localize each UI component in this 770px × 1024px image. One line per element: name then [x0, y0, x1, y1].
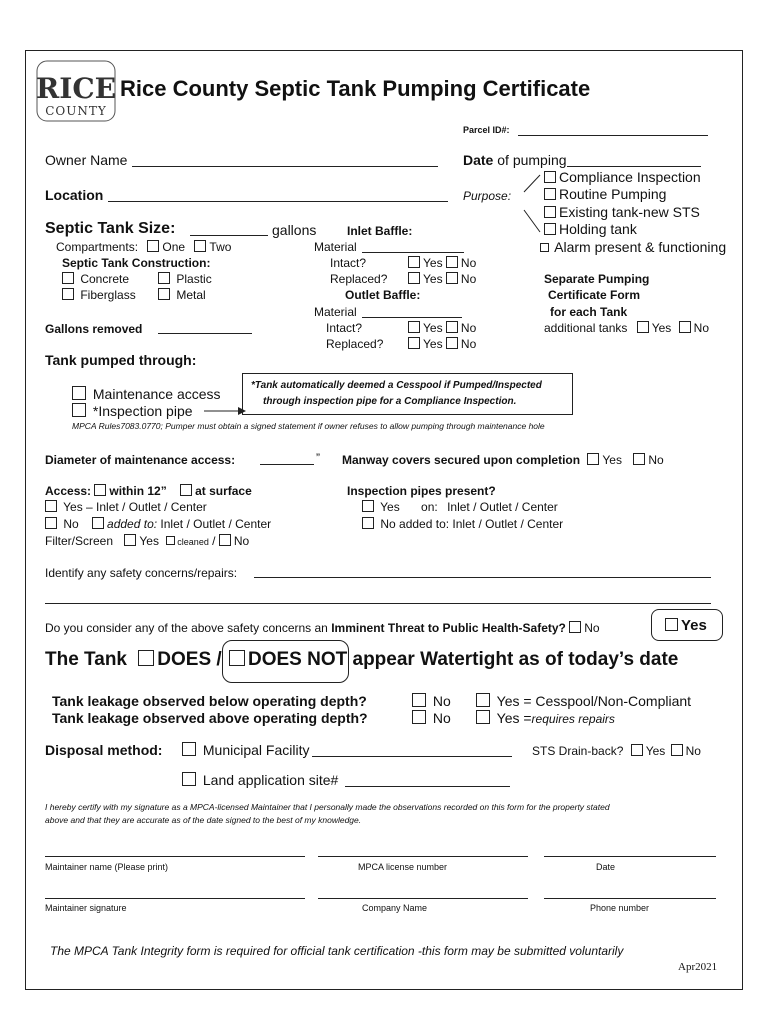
sts-drainback-row: STS Drain-back? Yes No — [532, 744, 701, 758]
phone-number-label: Phone number — [590, 903, 650, 913]
land-app-checkbox[interactable]: Land application site# — [182, 772, 338, 788]
date-label-rest: of pumping — [497, 152, 567, 168]
leak-above-yes-checkbox[interactable]: Yes =requires repairs — [476, 710, 615, 726]
license-number-field[interactable] — [318, 856, 528, 857]
metal-checkbox[interactable]: Metal — [158, 288, 206, 302]
svg-text:COUNTY: COUNTY — [45, 104, 107, 118]
outlet-material-label: Material — [314, 305, 357, 319]
leak-below-label: Tank leakage observed below operating depth? — [52, 693, 367, 709]
inspection-pipe-checkbox[interactable]: *Inspection pipe — [72, 403, 193, 419]
filter-no-checkbox[interactable] — [219, 534, 231, 546]
access-yes-checkbox[interactable]: Yes – Inlet / Outlet / Center — [45, 500, 207, 514]
owner-name-label: Owner Name — [45, 152, 128, 168]
arrow-right-icon — [202, 405, 246, 417]
inlet-replaced-label: Replaced? — [330, 272, 388, 286]
certify-line-1: I hereby certify with my signature as a MPCA-licensed Maintainer that I personally made the observations recorded on this form for the property stated — [45, 802, 610, 812]
purpose-label: Purpose: — [463, 189, 512, 203]
location-field[interactable] — [108, 201, 448, 202]
inlet-baffle-label: Inlet Baffle: — [347, 224, 413, 238]
footer-note: The MPCA Tank Integrity form is required for official tank certification -this form may be submitted voluntarily — [50, 944, 624, 958]
gallons-label: gallons — [272, 222, 317, 238]
plastic-checkbox[interactable]: Plastic — [158, 272, 212, 286]
company-name-label: Company Name — [362, 903, 428, 913]
inlet-replaced-yes-no[interactable]: Yes No — [408, 272, 476, 286]
outlet-replaced-label: Replaced? — [326, 337, 384, 351]
municipal-checkbox[interactable]: Municipal Facility — [182, 742, 309, 758]
disposal-label: Disposal method: — [45, 742, 163, 758]
leak-below-yes-checkbox[interactable]: Yes = Cesspool/Non-Compliant — [476, 693, 691, 709]
pipes-yes-checkbox[interactable]: Yes on: Inlet / Outlet / Center — [362, 500, 558, 514]
phone-number-field[interactable] — [544, 898, 716, 899]
diameter-label: Diameter of maintenance access: — [45, 453, 236, 467]
mpca-rule-note: MPCA Rules7083.0770; Pumper must obtain a signed statement if owner refuses to allow pumping through maintenance hole — [72, 421, 545, 431]
additional-tanks-row: additional tanks Yes No — [544, 321, 709, 335]
outlet-material-field[interactable] — [362, 317, 462, 318]
diameter-unit: ” — [316, 451, 320, 465]
filter-yes-checkbox[interactable] — [124, 534, 136, 546]
leak-above-label: Tank leakage observed above operating depth? — [52, 710, 368, 726]
leak-below-no-checkbox[interactable]: No — [412, 693, 451, 709]
leak-above-no-checkbox[interactable]: No — [412, 710, 451, 726]
does-not-checkbox[interactable] — [229, 650, 245, 666]
page-title: Rice County Septic Tank Pumping Certificate — [120, 76, 591, 101]
separate-form-note-3: for each Tank — [550, 305, 628, 319]
two-compartment-checkbox[interactable] — [194, 240, 206, 252]
separate-form-note-1: Separate Pumping — [544, 272, 650, 286]
additional-yes-checkbox[interactable] — [637, 321, 649, 333]
maintainer-name-label: Maintainer name (Please print) — [45, 862, 169, 872]
certify-line-2: above and that they are accurate as of the date signed to the best of my knowledge. — [45, 815, 362, 825]
outlet-replaced-yes-no[interactable]: Yes No — [408, 337, 476, 351]
land-app-field[interactable] — [345, 786, 510, 787]
fiberglass-checkbox[interactable]: Fiberglass — [62, 288, 136, 302]
safety-field-line-2[interactable] — [45, 603, 711, 604]
municipal-field[interactable] — [312, 756, 512, 757]
company-name-field[interactable] — [318, 898, 528, 899]
maintenance-access-checkbox[interactable]: Maintenance access — [72, 386, 221, 402]
drainback-no-checkbox[interactable] — [671, 744, 683, 756]
date-field[interactable] — [567, 166, 701, 167]
owner-name-field[interactable] — [132, 166, 438, 167]
purpose-existing-tank[interactable]: Existing tank-new STS — [544, 204, 700, 220]
manway-label: Manway covers secured upon completion — [342, 453, 581, 467]
construction-label: Septic Tank Construction: — [62, 256, 211, 270]
date-sign-field[interactable] — [544, 856, 716, 857]
maintainer-signature-label: Maintainer signature — [45, 903, 127, 913]
one-compartment-checkbox[interactable] — [147, 240, 159, 252]
inlet-material-label: Material — [314, 240, 357, 254]
maintainer-signature-field[interactable] — [45, 898, 305, 899]
parcel-id-label: Parcel ID#: — [463, 125, 510, 135]
tank-size-label: Septic Tank Size: — [45, 220, 176, 237]
imminent-yes-checkbox[interactable]: Yes — [665, 617, 707, 634]
separate-form-note-2: Certificate Form — [548, 288, 641, 302]
pipes-no-checkbox[interactable]: No added to: Inlet / Outlet / Center — [362, 517, 563, 531]
safety-label: Identify any safety concerns/repairs: — [45, 566, 238, 580]
cesspool-callout: *Tank automatically deemed a Cesspool if Pumped/Inspected through inspection pipe for a Compliance Inspection. — [242, 373, 573, 415]
inlet-material-field[interactable] — [362, 252, 464, 253]
outlet-intact-label: Intact? — [326, 321, 363, 335]
additional-no-checkbox[interactable] — [679, 321, 691, 333]
purpose-holding-tank[interactable]: Holding tank — [544, 221, 637, 237]
pumped-through-label: Tank pumped through: — [45, 352, 197, 368]
does-checkbox[interactable] — [138, 650, 154, 666]
purpose-compliance[interactable]: Compliance Inspection — [544, 169, 701, 185]
purpose-bracket — [520, 170, 544, 240]
watertight-row: The Tank DOES / DOES NOT appear Watertight as of today’s date — [45, 649, 679, 670]
imminent-no-checkbox[interactable] — [569, 621, 581, 633]
version-label: Apr2021 — [678, 961, 718, 973]
manway-yes-checkbox[interactable] — [587, 453, 599, 465]
gallons-removed-field[interactable] — [158, 333, 252, 334]
rice-county-logo — [36, 60, 116, 122]
purpose-routine[interactable]: Routine Pumping — [544, 186, 666, 202]
inlet-intact-yes-no[interactable]: Yes No — [408, 256, 476, 270]
parcel-id-field[interactable] — [518, 135, 708, 136]
at-surface-checkbox[interactable] — [180, 484, 192, 496]
within12-checkbox[interactable] — [94, 484, 106, 496]
filter-cleaned-checkbox[interactable] — [166, 536, 175, 545]
outlet-intact-yes-no[interactable]: Yes No — [408, 321, 476, 335]
tank-size-field[interactable] — [190, 235, 268, 236]
gallons-removed-label: Gallons removed — [45, 322, 143, 336]
manway-no-checkbox[interactable] — [633, 453, 645, 465]
access-no-row[interactable]: No added to: Inlet / Outlet / Center — [45, 517, 271, 531]
inspection-pipes-label: Inspection pipes present? — [347, 484, 496, 498]
svg-text:RICE: RICE — [36, 72, 116, 105]
imminent-threat-question: Do you consider any of the above safety concerns an Imminent Threat to Public Health-Safety? No — [45, 621, 600, 635]
access-row: Access: within 12” at surface — [45, 484, 252, 498]
date-label: Date — [463, 152, 494, 168]
filter-screen-row: Filter/Screen Yes cleaned / No — [45, 534, 250, 548]
inlet-intact-label: Intact? — [330, 256, 367, 270]
outlet-baffle-label: Outlet Baffle: — [345, 288, 421, 302]
maintainer-name-field[interactable] — [45, 856, 305, 857]
diameter-field[interactable] — [260, 464, 314, 465]
date-sign-label: Date — [596, 862, 616, 872]
drainback-yes-checkbox[interactable] — [631, 744, 643, 756]
compartments-row: Compartments: One Two — [56, 240, 232, 254]
concrete-checkbox[interactable]: Concrete — [62, 272, 129, 286]
alarm-checkbox[interactable]: Alarm present & functioning — [540, 239, 726, 255]
safety-field-line-1[interactable] — [254, 577, 711, 578]
location-label: Location — [45, 187, 104, 203]
license-number-label: MPCA license number — [358, 862, 448, 872]
